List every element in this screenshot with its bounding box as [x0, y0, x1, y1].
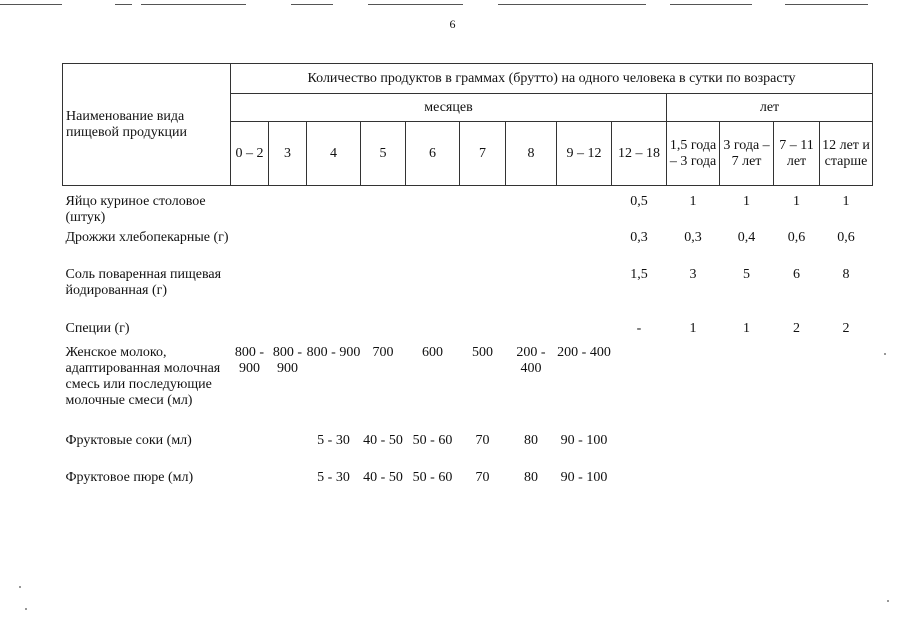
age-header: 12 – 18 [612, 122, 667, 186]
value-cell [307, 230, 361, 267]
table-row [63, 194, 873, 230]
product-name-header: Наименование вида пищевой продукции [63, 64, 231, 186]
scan-speck [19, 586, 21, 588]
value-cell: 800 - 900 [234, 344, 265, 376]
value-cell: 40 - 50 [363, 469, 403, 485]
age-header: 5 [361, 122, 406, 186]
value-cell [406, 267, 460, 321]
value-cell: 90 - 100 [560, 469, 608, 485]
value-cell [269, 470, 307, 510]
value-cell: 200 - 400 [516, 344, 546, 376]
value-cell [269, 433, 307, 470]
value-cell [231, 267, 269, 321]
value-cell [820, 470, 873, 510]
table-row [63, 321, 873, 345]
months-header: месяцев [231, 94, 667, 122]
top-rule [368, 4, 463, 5]
table-row [63, 470, 873, 510]
product-name: Соль поваренная пищевая йодированная (г) [65, 266, 222, 298]
value-cell [307, 321, 361, 345]
product-name: Женское молоко, адаптированная молочная смесь или последующие молочные смеси (мл) [65, 344, 221, 408]
value-cell: 0,6 [837, 229, 855, 245]
value-cell [406, 194, 460, 230]
age-header: 12 лет и старше [820, 122, 873, 186]
value-cell [820, 433, 873, 470]
scan-speck [887, 600, 889, 602]
age-header: 7 [460, 122, 506, 186]
value-cell [557, 194, 612, 230]
value-cell: 1 [743, 193, 750, 209]
value-cell: 5 - 30 [317, 432, 350, 448]
value-cell [612, 345, 667, 433]
value-cell [557, 267, 612, 321]
value-cell: 2 [842, 320, 850, 336]
value-cell [231, 194, 269, 230]
value-cell [460, 194, 506, 230]
value-cell: 0,3 [684, 229, 702, 245]
value-cell [506, 321, 557, 345]
top-rule [670, 4, 752, 5]
value-cell: 70 [475, 432, 490, 448]
value-cell [506, 267, 557, 321]
top-rule [498, 4, 646, 5]
top-rule [291, 4, 333, 5]
product-name: Фруктовые соки (мл) [65, 432, 192, 448]
food-norms-table [62, 63, 873, 510]
value-cell: 1 [689, 320, 697, 336]
age-header: 9 – 12 [557, 122, 612, 186]
value-cell [667, 433, 720, 470]
value-cell [307, 194, 361, 230]
value-cell [506, 194, 557, 230]
age-header: 6 [406, 122, 460, 186]
value-cell [269, 267, 307, 321]
value-cell [231, 470, 269, 510]
value-cell: 80 [524, 469, 538, 485]
value-cell: 3 [689, 266, 697, 282]
value-cell [269, 321, 307, 345]
value-cell [460, 230, 506, 267]
value-cell [612, 470, 667, 510]
value-cell: 6 [793, 266, 800, 282]
quantity-header: Количество продуктов в граммах (брутто) на одного человека в сутки по возрасту [231, 64, 873, 94]
table-body [63, 186, 873, 510]
value-cell: 1 [689, 193, 697, 209]
value-cell: 70 [475, 469, 490, 485]
value-cell [361, 194, 406, 230]
value-cell [612, 433, 667, 470]
value-cell [361, 267, 406, 321]
product-name: Яйцо куриное столовое (штук) [65, 193, 206, 225]
value-cell [406, 230, 460, 267]
value-cell [774, 345, 820, 433]
page-number: 6 [449, 17, 456, 31]
value-cell [720, 470, 774, 510]
value-cell: 0,4 [737, 229, 756, 245]
value-cell: 800 - 900 [306, 344, 361, 360]
value-cell: 200 - 400 [557, 344, 611, 360]
product-name: Фруктовое пюре (мл) [65, 469, 194, 485]
value-cell [720, 345, 774, 433]
value-cell: 600 [422, 344, 443, 360]
value-cell: 800 - 900 [272, 344, 303, 376]
age-header: 4 [307, 122, 361, 186]
value-cell [231, 230, 269, 267]
value-cell: 0,5 [630, 193, 648, 209]
value-cell [774, 433, 820, 470]
top-rule [0, 4, 62, 5]
value-cell [269, 194, 307, 230]
years-header: лет [667, 94, 873, 122]
value-cell: 1 [793, 193, 800, 209]
age-header: 8 [506, 122, 557, 186]
value-cell: 1,5 [630, 266, 648, 282]
value-cell [557, 321, 612, 345]
value-cell: 8 [842, 266, 850, 282]
top-rule [141, 4, 246, 5]
value-cell: 90 - 100 [560, 432, 608, 448]
table-row [63, 345, 873, 433]
scan-speck [25, 608, 27, 610]
value-cell: 0,6 [787, 229, 806, 245]
age-header: 0 – 2 [231, 122, 269, 186]
value-cell [667, 470, 720, 510]
value-cell: - [636, 320, 642, 336]
value-cell [557, 230, 612, 267]
table-row [63, 267, 873, 321]
scan-speck [884, 353, 886, 355]
table-row [63, 230, 873, 267]
value-cell [231, 433, 269, 470]
spacer-row [63, 186, 873, 194]
value-cell [307, 267, 361, 321]
value-cell: 0,3 [630, 229, 648, 245]
age-header: 7 – 11 лет [774, 122, 820, 186]
value-cell [231, 321, 269, 345]
value-cell: 500 [472, 344, 493, 360]
product-name: Специи (г) [65, 320, 130, 336]
value-cell: 5 - 30 [317, 469, 350, 485]
value-cell [774, 470, 820, 510]
value-cell: 40 - 50 [363, 432, 403, 448]
value-cell [506, 230, 557, 267]
value-cell [720, 433, 774, 470]
table-row [63, 433, 873, 470]
value-cell: 80 [524, 432, 538, 448]
value-cell: 700 [372, 344, 394, 360]
value-cell [460, 321, 506, 345]
value-cell: 5 [743, 266, 750, 282]
value-cell [361, 230, 406, 267]
value-cell: 2 [793, 320, 800, 336]
top-rule [115, 4, 132, 5]
age-header: 3 [269, 122, 307, 186]
value-cell [460, 267, 506, 321]
age-header: 3 года – 7 лет [720, 122, 774, 186]
value-cell: 50 - 60 [412, 432, 453, 448]
product-name: Дрожжи хлебопекарные (г) [65, 229, 229, 245]
top-rule [785, 4, 868, 5]
value-cell: 1 [842, 193, 850, 209]
value-cell [361, 321, 406, 345]
value-cell [406, 321, 460, 345]
age-header: 1,5 года – 3 года [667, 122, 720, 186]
value-cell [820, 345, 873, 433]
value-cell: 1 [743, 320, 750, 336]
value-cell [667, 345, 720, 433]
value-cell [269, 230, 307, 267]
value-cell: 50 - 60 [412, 469, 453, 485]
